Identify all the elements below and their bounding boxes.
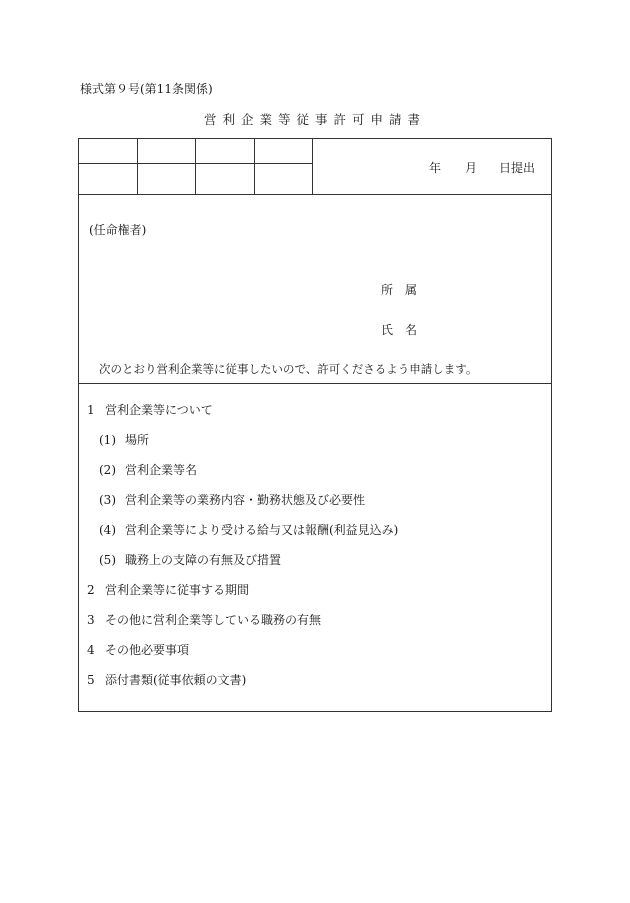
stamp-cell[interactable] xyxy=(196,139,254,163)
item-number: 4 xyxy=(87,643,95,657)
item-2 xyxy=(87,581,249,598)
item-number: (5) xyxy=(99,553,116,567)
stamp-cell[interactable] xyxy=(79,163,137,194)
item-1 xyxy=(87,401,213,418)
item-number: (1) xyxy=(99,433,116,447)
item-text: 営利企業等名 xyxy=(125,463,198,477)
divider xyxy=(79,383,551,384)
item-number: 1 xyxy=(87,403,95,417)
item-text: 場所 xyxy=(125,433,150,447)
request-statement: 次のとおり営利企業等に従事したいので、許可くださるよう申請します。 xyxy=(99,362,478,376)
item-1-4 xyxy=(99,521,398,538)
application-form-frame xyxy=(78,138,552,712)
item-number: 3 xyxy=(87,613,95,627)
affiliation-label: 所 属 xyxy=(381,283,418,297)
item-text: その他に営利企業等している職務の有無 xyxy=(105,613,322,627)
stamp-cell[interactable] xyxy=(137,139,195,163)
item-1-5 xyxy=(99,551,281,568)
item-text: 職務上の支障の有無及び措置 xyxy=(125,553,282,567)
stamp-cell[interactable] xyxy=(254,139,312,163)
item-text: 営利企業等について xyxy=(105,403,213,417)
item-number: (4) xyxy=(99,523,116,537)
approval-stamp-grid xyxy=(79,139,313,195)
stamp-cell[interactable] xyxy=(196,163,254,194)
item-number: (2) xyxy=(99,463,116,477)
item-5 xyxy=(87,671,246,688)
stamp-cell[interactable] xyxy=(254,163,312,194)
item-text: 営利企業等により受ける給与又は報酬(利益見込み) xyxy=(125,523,399,537)
date-month: 月 xyxy=(465,161,478,175)
item-4 xyxy=(87,641,189,658)
item-1-2 xyxy=(99,461,197,478)
item-number: 2 xyxy=(87,583,95,597)
item-1-3 xyxy=(99,491,365,508)
item-text: その他必要事項 xyxy=(105,643,190,657)
date-day-submitted: 日提出 xyxy=(499,161,536,175)
item-text: 添付書類(従事依頼の文書) xyxy=(105,673,247,687)
stamp-cell[interactable] xyxy=(137,163,195,194)
item-number: 5 xyxy=(87,673,95,687)
item-text: 営利企業等の業務内容・勤務状態及び必要性 xyxy=(125,493,366,507)
item-3 xyxy=(87,611,321,628)
divider xyxy=(79,194,551,195)
form-number: 様式第９号(第11条関係) xyxy=(80,82,213,96)
appointing-authority: (任命権者) xyxy=(89,223,147,237)
item-1-1 xyxy=(99,431,149,448)
item-number: (3) xyxy=(99,493,116,507)
item-text: 営利企業等に従事する期間 xyxy=(105,583,250,597)
stamp-cell[interactable] xyxy=(79,139,137,163)
name-label: 氏 名 xyxy=(381,323,418,337)
date-year: 年 xyxy=(429,161,442,175)
document-title: 営利企業等従事許可申請書 xyxy=(203,112,426,127)
